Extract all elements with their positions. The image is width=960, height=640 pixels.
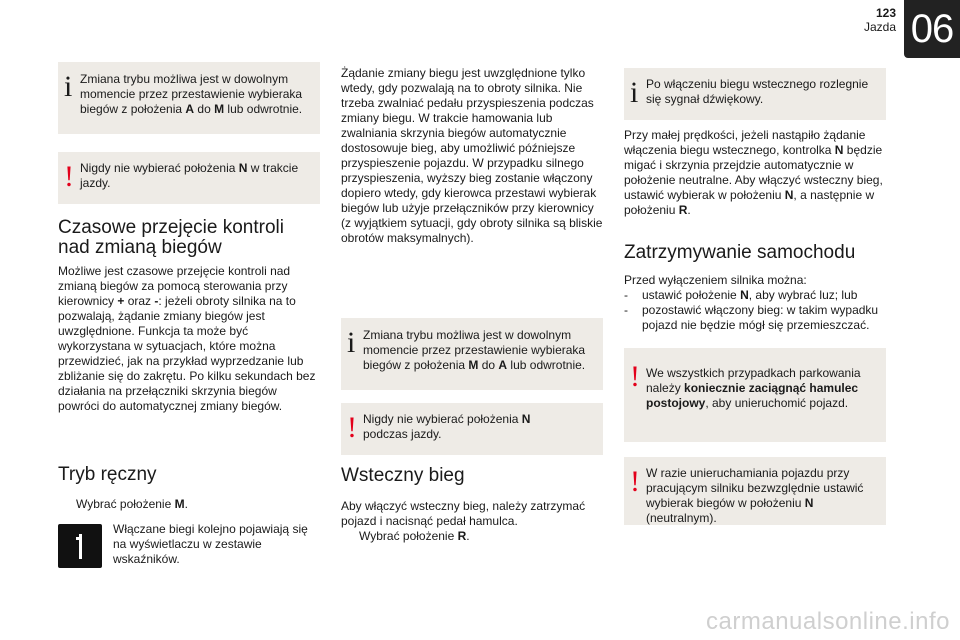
watermark: carmanualsonline.info [706, 608, 950, 635]
warning-icon: ! [630, 465, 640, 498]
bullet-select-r [341, 529, 603, 544]
warning-icon: ! [64, 160, 74, 193]
dash-marker: - [624, 288, 628, 302]
list-item [624, 303, 886, 333]
info-icon: i [64, 70, 73, 103]
gear-display-tick [76, 537, 80, 540]
heading-reverse-gear: Wsteczny bieg [341, 465, 465, 486]
info-text-2: Zmiana trybu możliwa jest w dowolnym momencie przez przestawienie wybieraka biegów z położenia M do A lub odwrotnie. [363, 328, 586, 372]
info-icon: i [347, 326, 356, 359]
info-icon: i [630, 76, 639, 109]
warning-box-2 [341, 403, 603, 455]
bullet-text: Wybrać położenie R. [359, 529, 470, 543]
warning-text-2: Nigdy nie wybierać położenia N podczas jazdy. [363, 412, 531, 441]
list-item [624, 288, 886, 303]
warning-icon: ! [347, 411, 357, 444]
paragraph-gear-request: Żądanie zmiany biegu jest uwzględnione tylko wtedy, gdy pozwalają na to obroty silnika. Nie trzeba zwalniać pedału przyspieszenia podczas zmiany biegu. W trakcie hamowania lub zwalniania skrzynia biegów automatycznie dostosowuje bieg, aby umożliwić późniejsze przyspieszenie pojazdu. W przypadku silnego przyspieszenia, wyższy bieg zostanie włączony dopiero wtedy, gdy kierowca przestawi wybierak biegów lub użyje przełączników przy kierownicy (z wyjątkiem sytuacji, gdy obroty silnika są bliskie obrotów maksymalnych). [341, 66, 603, 245]
info-box-2 [341, 318, 603, 390]
paragraph-low-speed: Przy małej prędkości, jeżeli nastąpiło żądanie włączenia biegu wstecznego, kontrolka N będzie migać i skrzynia przejdzie automatycznie w położenie neutralne. Aby włączyć wsteczny bieg, ustawić wybierak w położeniu N, a następnie w położeniu R. [624, 128, 883, 217]
warning-box-3 [624, 348, 886, 442]
paragraph-reverse-gear: Aby włączyć wsteczny bieg, należy zatrzymać pojazd i nacisnąć pedał hamulca. [341, 499, 586, 528]
display-description: Włączane biegi kolejno pojawiają się na wyświetlaczu w zestawie wskaźników. [113, 522, 308, 566]
info-text-3: Po włączeniu biegu wstecznego rozlegnie się sygnał dźwiękowy. [646, 77, 869, 106]
warning-box-4 [624, 457, 886, 525]
warning-text-1: Nigdy nie wybierać położenia N w trakcie jazdy. [80, 161, 299, 190]
dash-marker: - [624, 303, 628, 317]
dash-list [624, 288, 886, 333]
info-box-1 [58, 62, 320, 134]
bullet-text: Wybrać położenie M. [76, 497, 188, 511]
page-number: 123 [875, 6, 896, 20]
page-header [864, 6, 896, 34]
warning-text-3: We wszystkich przypadkach parkowania należy koniecznie zaciągnąć hamulec postojowy, aby unieruchomić pojazd. [646, 366, 861, 410]
warning-box-1 [58, 152, 320, 204]
gear-display-icon [58, 524, 102, 568]
section-name: Jazda [863, 20, 896, 34]
chapter-tab: 06 [904, 0, 960, 58]
heading-manual-mode: Tryb ręczny [58, 464, 157, 485]
paragraph-before-engine-off: Przed wyłączeniem silnika można: [624, 273, 807, 287]
list-item-text: pozostawić włączony bieg: w takim wypadku pojazd nie będzie mógł się przemieszczać. [642, 303, 879, 332]
info-box-3 [624, 68, 886, 120]
list-item-text: ustawić położenie N, aby wybrać luz; lub [642, 288, 858, 302]
warning-icon: ! [630, 360, 640, 393]
heading-temporary-control: Czasowe przejęcie kontroli nad zmianą biegów [58, 217, 284, 258]
paragraph-temporary-control: Możliwe jest czasowe przejęcie kontroli nad zmianą biegów za pomocą sterowania przy kierownicy + oraz -: jeżeli obroty silnika na to pozwalają, żądanie zmiany biegów jest uwzględnione. Funkcja ta może być wykorzystana w sytuacjach, które można przewidzieć, jak na przykład wyprzedzanie lub zbliżanie się do zakrętu. Po kilku sekundach bez działania na przełączniki skrzynia biegów powróci do automatycznej zmiany biegów. [58, 264, 316, 413]
heading-stopping: Zatrzymywanie samochodu [624, 242, 856, 263]
info-text-1: Zmiana trybu możliwa jest w dowolnym momencie przez przestawienie wybieraka biegów z położenia A do M lub odwrotnie. [80, 72, 303, 116]
warning-text-4: W razie unieruchamiania pojazdu przy pracującym silniku bezwzględnie ustawić wybierak biegów w położeniu N (neutralnym). [646, 466, 864, 525]
bullet-select-m [58, 497, 320, 512]
